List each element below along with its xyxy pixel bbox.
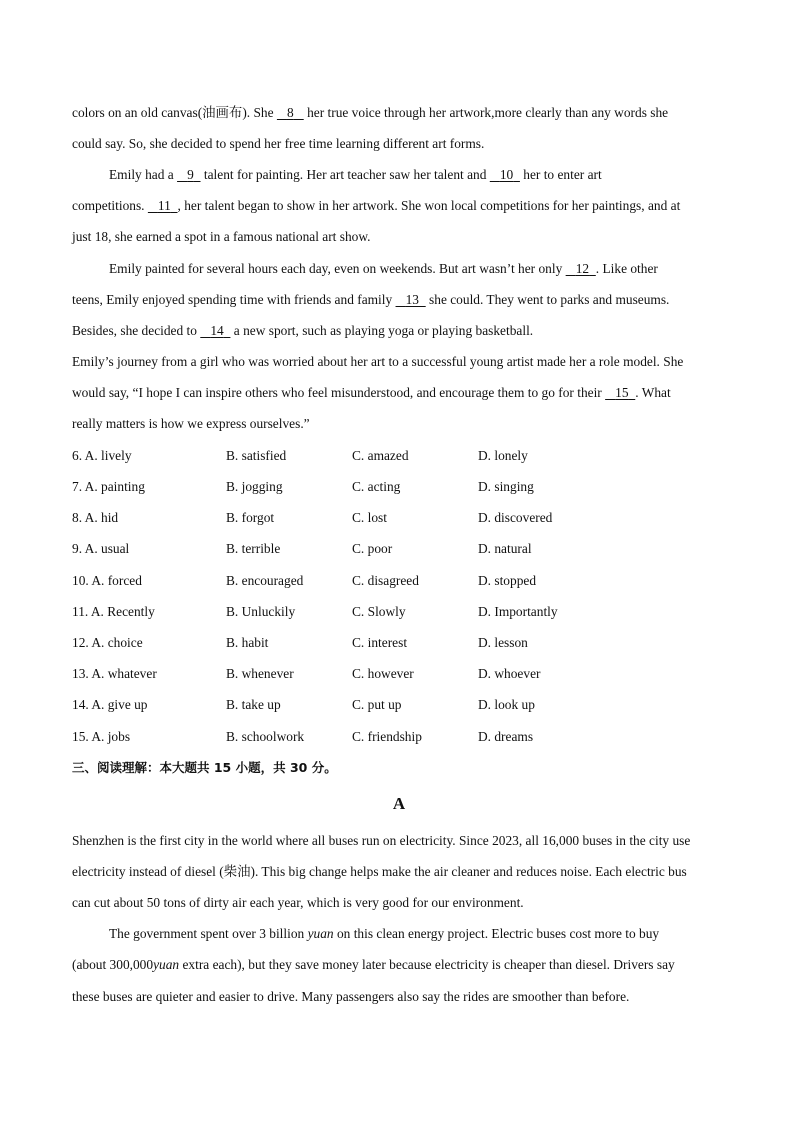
passage-line: really matters is how we express ourselves.” [72,416,310,431]
blank-12: 12 [575,261,590,276]
option-c: C. however [352,666,414,681]
option-a: 10. A. forced [72,573,142,588]
option-row [72,695,726,715]
passage-line: can cut about 50 tons of dirty air each year, which is very good for our environment. [72,895,524,910]
option-d: D. dreams [478,729,534,744]
option-b: B. encouraged [226,573,304,588]
option-d: D. singing [478,479,534,494]
text: her true voice through her artwork,more clearly than any words she [303,105,669,120]
option-c: C. poor [352,541,393,556]
blank-13: 13 [405,292,419,307]
blank-8: 8 [286,105,294,120]
option-d: D. natural [478,541,532,556]
passage-line: would say, “I hope I can inspire others who feel misunderstood, and encourage them to go for their 15 . What [72,385,671,400]
option-d: D. stopped [478,573,537,588]
option-c: C. friendship [352,729,422,744]
option-b: B. terrible [226,541,281,556]
option-a: 12. A. choice [72,635,143,650]
option-a: 13. A. whatever [72,666,157,681]
option-b: B. habit [226,635,269,650]
option-d: D. discovered [478,510,553,525]
option-a: 9. A. usual [72,541,130,556]
passage-line [72,103,668,123]
passage-line: Emily’s journey from a girl who was worried about her art to a successful young artist made her a role model. She [72,354,684,369]
blank-10: 10 [499,167,514,182]
passage-line: Besides, she decided to 14 a new sport, such as playing yoga or playing basketball. [72,323,534,338]
option-c: C. amazed [352,448,409,463]
passage-line: electricity instead of diesel (柴油). This big change helps make the air cleaner and reduces noise. Each electric bus [72,864,687,879]
blank-11: 11 [157,198,171,213]
passage-line: (about 300,000yuan extra each), but they save money later because electricity is cheaper than diesel. Drivers say [72,957,675,972]
option-b: B. whenever [226,666,294,681]
option-c: C. acting [352,479,401,494]
passage-line: competitions. 11 , her talent began to show in her artwork. She won local competitions for her paintings, and at [72,198,681,213]
option-row [72,727,726,747]
option-row [72,446,726,466]
option-a: 8. A. hid [72,510,119,525]
option-d: D. Importantly [478,604,558,619]
option-b: B. satisfied [226,448,287,463]
option-row [72,633,726,653]
option-c: C. interest [352,635,408,650]
passage-title: A [392,794,406,813]
option-a: 14. A. give up [72,697,148,712]
option-c: C. lost [352,510,387,525]
option-a: 15. A. jobs [72,729,131,744]
option-b: B. schoolwork [226,729,305,744]
option-c: C. Slowly [352,604,406,619]
option-c: C. put up [352,697,402,712]
option-d: D. lonely [478,448,528,463]
option-d: D. whoever [478,666,541,681]
option-row [72,602,726,622]
option-d: D. lesson [478,635,528,650]
option-c: C. disagreed [352,573,419,588]
option-b: B. forgot [226,510,275,525]
option-a: 6. A. lively [72,448,132,463]
option-row [72,539,726,559]
option-b: B. jogging [226,479,283,494]
option-b: B. take up [226,697,281,712]
passage-line: Emily painted for several hours each day, even on weekends. But art wasn’t her only 12 . Like other [109,261,658,276]
option-row [72,477,726,497]
option-row [72,508,726,528]
text: colors on an old canvas(油画布). She [72,105,277,120]
passage-line: just 18, she earned a spot in a famous national art show. [72,229,371,244]
option-b: B. Unluckily [226,604,296,619]
blank-9: 9 [187,167,194,182]
passage-line: Shenzhen is the first city in the world where all buses run on electricity. Since 2023, all 16,000 buses in the city use [72,833,691,848]
option-row [72,664,726,684]
passage-line: these buses are quieter and easier to drive. Many passengers also say the rides are smoother than before. [72,989,630,1004]
option-a: 7. A. painting [72,479,145,494]
option-d: D. look up [478,697,535,712]
option-a: 11. A. Recently [72,604,155,619]
blank-14: 14 [210,323,224,338]
option-row [72,571,726,591]
passage-line: teens, Emily enjoyed spending time with friends and family 13 she could. They went to parks and museums. [72,292,670,307]
passage-line: Emily had a 9 talent for painting. Her art teacher saw her talent and 10 her to enter art [109,167,602,182]
passage-line: The government spent over 3 billion yuan on this clean energy project. Electric buses cost more to buy [109,926,660,941]
section-heading: 三、阅读理解：本大题共 15 小题，共 30 分。 [72,760,337,775]
blank-15: 15 [615,385,629,400]
passage-line: could say. So, she decided to spend her free time learning different art forms. [72,136,485,151]
